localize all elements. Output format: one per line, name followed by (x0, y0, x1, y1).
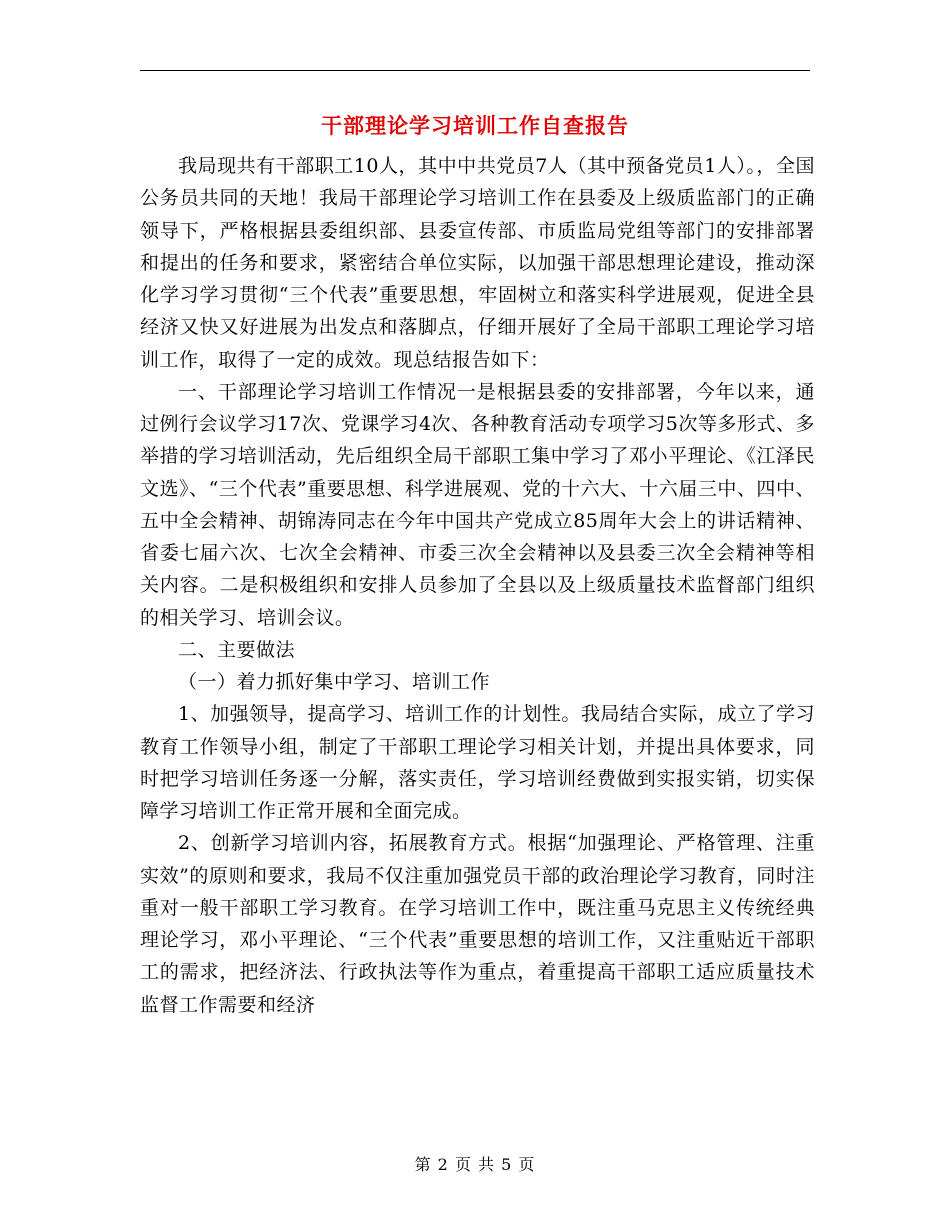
page-number: 第 2 页 共 5 页 (414, 1155, 536, 1174)
header-rule (140, 70, 810, 71)
paragraph-section-one: 一、干部理论学习培训工作情况一是根据县委的安排部署，今年以来，通过例行会议学习17次、党课学习4次、各种教育活动专项学习5次等多形式、多举措的学习培训活动，先后组织全局干部职工集中学习了邓小平理论、《江泽民文选》、“三个代表”重要思想、科学进展观、党的十六大、十六届三中、四中、五中全会精神、胡锦涛同志在今年中国共产党成立85周年大会上的讲话精神、省委七届六次、七次全会精神、市委三次全会精神以及县委三次全会精神等相关内容。二是积极组织和安排人员参加了全县以及上级质量技术监督部门组织的相关学习、培训会议。 (140, 380, 815, 629)
heading-section-two: 二、主要做法 (178, 638, 296, 661)
paragraph-item-one: 1、加强领导，提高学习、培训工作的计划性。我局结合实际，成立了学习教育工作领导小组，制定了干部职工理论学习相关计划，并提出具体要求，同时把学习培训任务逐一分解，落实责任，学习培训经费做到实报实销，切实保障学习培训工作正常开展和全面完成。 (140, 703, 815, 822)
paragraph-item-two: 2、创新学习培训内容，拓展教育方式。根据“加强理论、严格管理、注重实效”的原则和要求，我局不仅注重加强党员干部的政治理论学习教育，同时注重对一般干部职工学习教育。在学习培训工作中，既注重马克思主义传统经典理论学习，邓小平理论、“三个代表”重要思想的培训工作，又注重贴近干部职工的需求，把经济法、行政执法等作为重点，着重提高干部职工适应质量技术监督工作需要和经济 (140, 832, 815, 1016)
subheading-part-one: （一）着力抓好集中学习、培训工作 (178, 671, 491, 693)
document-title: 干部理论学习培训工作自查报告 (321, 113, 629, 138)
paragraph-intro: 我局现共有干部职工10人，其中中共党员7人（其中预备党员1人）。，全国公务员共同的天地！我局干部理论学习培训工作在县委及上级质监部门的正确领导下，严格根据县委组织部、县委宣传部、市质监局党组等部门的安排部署和提出的任务和要求，紧密结合单位实际，以加强干部思想理论建设，推动深化学习学习贯彻“三个代表”重要思想，牢固树立和落实科学进展观，促进全县经济又快又好进展为出发点和落脚点，仔细开展好了全局干部职工理论学习培训工作，取得了一定的成效。现总结报告如下： (140, 155, 815, 371)
document-body (140, 150, 815, 1021)
